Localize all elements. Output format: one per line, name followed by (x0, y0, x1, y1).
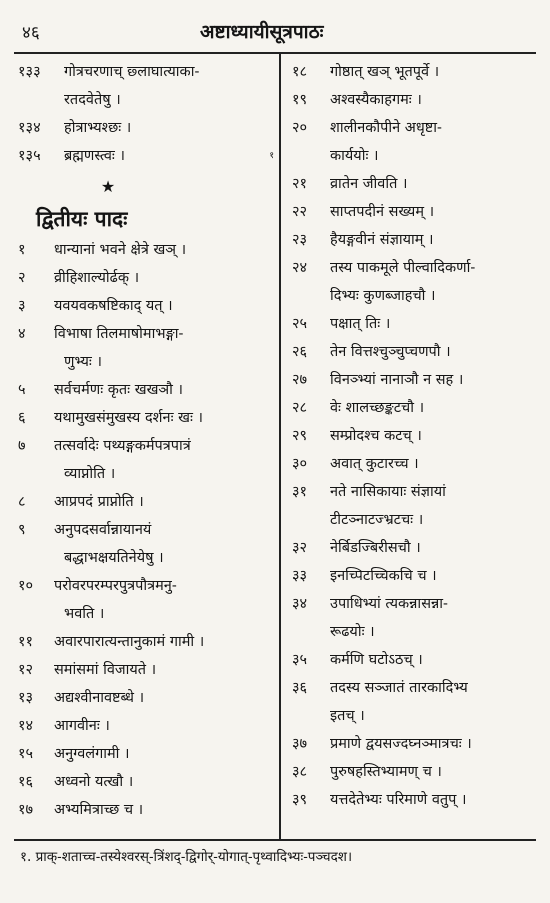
sutra-row (18, 656, 274, 684)
sutra-text: समांसमां विजायते । (54, 662, 157, 678)
sutra-number: ३७ (292, 736, 308, 752)
sutra-text: विनञ्भ्यां नानाञौ न सह । (330, 372, 464, 388)
sutra-number: ११ (18, 634, 34, 650)
header-rule (14, 52, 536, 54)
left-column (18, 58, 274, 824)
sutra-row (18, 712, 274, 740)
footnote-rule (14, 839, 536, 841)
sutra-number: २ (18, 270, 26, 286)
sutra-row (292, 170, 538, 198)
sutra-row (292, 58, 538, 86)
sutra-text: गोष्ठात् खञ् भूतपूर्वे । (330, 64, 440, 80)
right-column (292, 58, 538, 814)
sutra-number: १३४ (18, 120, 41, 136)
sutra-text: व्रातेन जीवति । (330, 176, 408, 192)
sutra-number: १३५ (18, 148, 41, 164)
sutra-number: २६ (292, 344, 308, 360)
sutra-text: विभाषा तिलमाषोमाभङ्गा- (54, 326, 184, 342)
sutra-row (18, 796, 274, 824)
sutra-text: अवात् कुटारच्च । (330, 456, 419, 472)
sutra-text: पक्षात् तिः । (330, 316, 391, 332)
sutra-text: व्रीहिशाल्योर्ढक् । (54, 270, 140, 286)
sutra-text: उपाधिभ्यां त्यकन्नासन्ना- (330, 596, 448, 612)
footnote-marker: १ (269, 151, 274, 161)
sutra-row (18, 628, 274, 656)
sutra-number: १४ (18, 718, 34, 734)
sutra-text: नते नासिकायाः संज्ञायां (330, 484, 446, 500)
sutra-row (292, 310, 538, 338)
sutra-row (292, 198, 538, 226)
sutra-text: परोवरपरम्परपुत्रपौत्रमनु- (54, 578, 177, 594)
sutra-text: अध्वनो यत्खौ । (54, 774, 134, 790)
sutra-continuation: टीटञ्नाटज्भ्रटचः । (330, 512, 424, 528)
sutra-text: साप्तपदीनं सख्यम् । (330, 204, 435, 220)
sutra-row (292, 338, 538, 366)
sutra-row (292, 394, 538, 422)
sutra-number: २१ (292, 176, 308, 192)
sutra-text: अद्यश्वीनावष्टब्धे । (54, 690, 145, 706)
sutra-text: तस्य पाकमूले पील्वादिकर्णा- (330, 260, 476, 276)
sutra-row (292, 422, 538, 450)
sutra-text: आगवीनः । (54, 718, 110, 734)
sutra-number: ३० (292, 456, 308, 472)
sutra-continuation: रतदवेतेषु । (64, 92, 121, 108)
column-divider (279, 53, 281, 839)
sutra-row (18, 264, 274, 292)
sutra-row (292, 674, 538, 702)
page-title: अष्टाध्यायीसूत्रपाठः (200, 21, 324, 43)
sutra-text: तेन वित्तश्चुञ्चुप्चणपौ । (330, 344, 451, 360)
sutra-number: १७ (18, 802, 34, 818)
sutra-text: अनुपदसर्वान्नायानयं (54, 522, 152, 538)
sutra-continuation: दिभ्यः कुणब्जाहचौ । (330, 288, 436, 304)
sutra-row (18, 684, 274, 712)
star-ornament: ★ (100, 177, 116, 196)
sutra-text: वेः शालच्छङ्कटचौ । (330, 400, 425, 416)
sutra-row (292, 590, 538, 618)
sutra-row (18, 292, 274, 320)
sutra-row (292, 366, 538, 394)
sutra-number: २८ (292, 400, 308, 416)
right-sutras (292, 58, 538, 814)
sutra-text: यथामुखसंमुखस्य दर्शनः खः । (54, 410, 203, 426)
sutra-continuation: भवति । (64, 606, 105, 622)
sutra-number: १३ (18, 690, 34, 706)
sutra-number: ५ (18, 382, 26, 398)
sutra-row (292, 450, 538, 478)
sutra-text: पुरुषहस्तिभ्यामण् च । (330, 764, 442, 780)
sutra-number: ३१ (292, 484, 308, 500)
sutra-number: १९ (292, 92, 308, 108)
sutra-row (18, 114, 274, 142)
sutra-continuation: व्याप्नोति । (64, 466, 116, 482)
sutra-row (292, 730, 538, 758)
sutra-number: ४ (18, 326, 26, 342)
sutra-row (18, 58, 274, 86)
sutra-text: अवारपारात्यन्तानुकामं गामी । (54, 634, 205, 650)
sutra-number: ८ (18, 494, 26, 510)
sutra-text: कर्मणि घटोऽठच् । (330, 652, 423, 668)
sutra-text: तदस्य सञ्जातं तारकादिभ्य (330, 680, 468, 696)
sutra-continuation: रूढयोः । (330, 624, 375, 640)
sutra-row (292, 114, 538, 142)
sutra-row (292, 646, 538, 674)
sutra-row (18, 432, 274, 460)
sutra-row (18, 740, 274, 768)
sutra-continuation: णुभ्यः । (64, 354, 102, 370)
sutra-number: १० (18, 578, 34, 594)
sutra-text: गोत्रचरणाच् छ्लाघात्याका- (64, 64, 200, 80)
sutra-number: १८ (292, 64, 308, 80)
sutra-text: अश्वस्यैकाहगमः । (330, 92, 422, 108)
sutra-text: अभ्यमित्राच्छ च । (54, 802, 144, 818)
sutra-text: आप्रपदं प्राप्नोति । (54, 494, 144, 510)
sutra-number: १६ (18, 774, 34, 790)
sutra-continuation: बद्धाभक्षयतिनेयेषु । (64, 550, 164, 566)
sutra-number: ३५ (292, 652, 308, 668)
sutra-number: १३३ (18, 64, 41, 80)
sutra-continuation: इतच् । (330, 708, 365, 724)
left-sutras (18, 236, 274, 824)
sutra-text: इनच्पिटच्चिकचि च । (330, 568, 437, 584)
sutra-row (18, 142, 274, 170)
sutra-text: सर्वचर्मणः कृतः खखञौ । (54, 382, 184, 398)
sutra-row (18, 572, 274, 600)
sutra-row (292, 254, 538, 282)
sutra-row (18, 404, 274, 432)
sutra-row (292, 534, 538, 562)
footnote: १. प्राक्-शताच्च-तस्येश्वरस्-त्रिंशद्-द्विगोर्-योगात्-पृथ्वादिभ्यः-पञ्चदश। (20, 849, 353, 865)
sutra-number: २२ (292, 204, 308, 220)
sutra-continuation: कार्ययोः । (330, 148, 379, 164)
sutra-row (292, 786, 538, 814)
sutra-text: यवयवकषष्टिकाद् यत् । (54, 298, 173, 314)
sutra-row (292, 226, 538, 254)
sutra-text: यत्तदेतेभ्यः परिमाणे वतुप् । (330, 792, 467, 808)
section-title: द्वितीयः पादः (36, 206, 128, 231)
page-number: ४६ (22, 23, 40, 43)
sutra-number: २९ (292, 428, 308, 444)
sutra-number: २७ (292, 372, 308, 388)
sutra-number: ३९ (292, 792, 308, 808)
sutra-text: नेर्बिडज्बिरीसचौ । (330, 540, 421, 556)
sutra-number: ६ (18, 410, 26, 426)
sutra-number: ३ (18, 298, 26, 314)
sutra-number: १२ (18, 662, 34, 678)
sutra-row (18, 768, 274, 796)
sutra-number: ३४ (292, 596, 308, 612)
sutra-number: ९ (18, 522, 26, 538)
sutra-number: २३ (292, 232, 308, 248)
sutra-text: अनुग्वलंगामी । (54, 746, 130, 762)
sutra-number: ३६ (292, 680, 308, 696)
sutra-row (18, 488, 274, 516)
sutra-text: ब्रह्मणस्त्वः । (64, 148, 125, 164)
sutra-row (18, 376, 274, 404)
sutra-text: तत्सर्वादेः पथ्यङ्गकर्मपत्रपात्रं (54, 438, 191, 454)
sutra-number: २० (292, 120, 308, 136)
sutra-row (18, 516, 274, 544)
sutra-number: १ (18, 242, 26, 258)
sutra-row (292, 758, 538, 786)
sutra-row (18, 320, 274, 348)
sutra-number: २४ (292, 260, 308, 276)
page-header (0, 0, 550, 46)
sutra-number: ३३ (292, 568, 308, 584)
sutra-text: धान्यानां भवने क्षेत्रे खञ् । (54, 242, 187, 258)
sutra-number: ७ (18, 438, 26, 454)
left-top-sutras (18, 58, 274, 170)
sutra-number: ३२ (292, 540, 308, 556)
sutra-text: हैयङ्गवीनं संज्ञायाम् । (330, 232, 434, 248)
sutra-row (292, 562, 538, 590)
sutra-text: प्रमाणे द्वयसज्दघ्नञ्मात्रचः । (330, 736, 472, 752)
sutra-number: ३८ (292, 764, 308, 780)
sutra-number: १५ (18, 746, 34, 762)
sutra-row (18, 236, 274, 264)
sutra-row (292, 86, 538, 114)
sutra-row (292, 478, 538, 506)
sutra-text: शालीनकौपीने अधृष्टा- (330, 120, 442, 136)
sutra-number: २५ (292, 316, 308, 332)
sutra-text: सम्प्रोदश्च कटच् । (330, 428, 422, 444)
sutra-text: होत्राभ्यश्छः । (64, 120, 132, 136)
